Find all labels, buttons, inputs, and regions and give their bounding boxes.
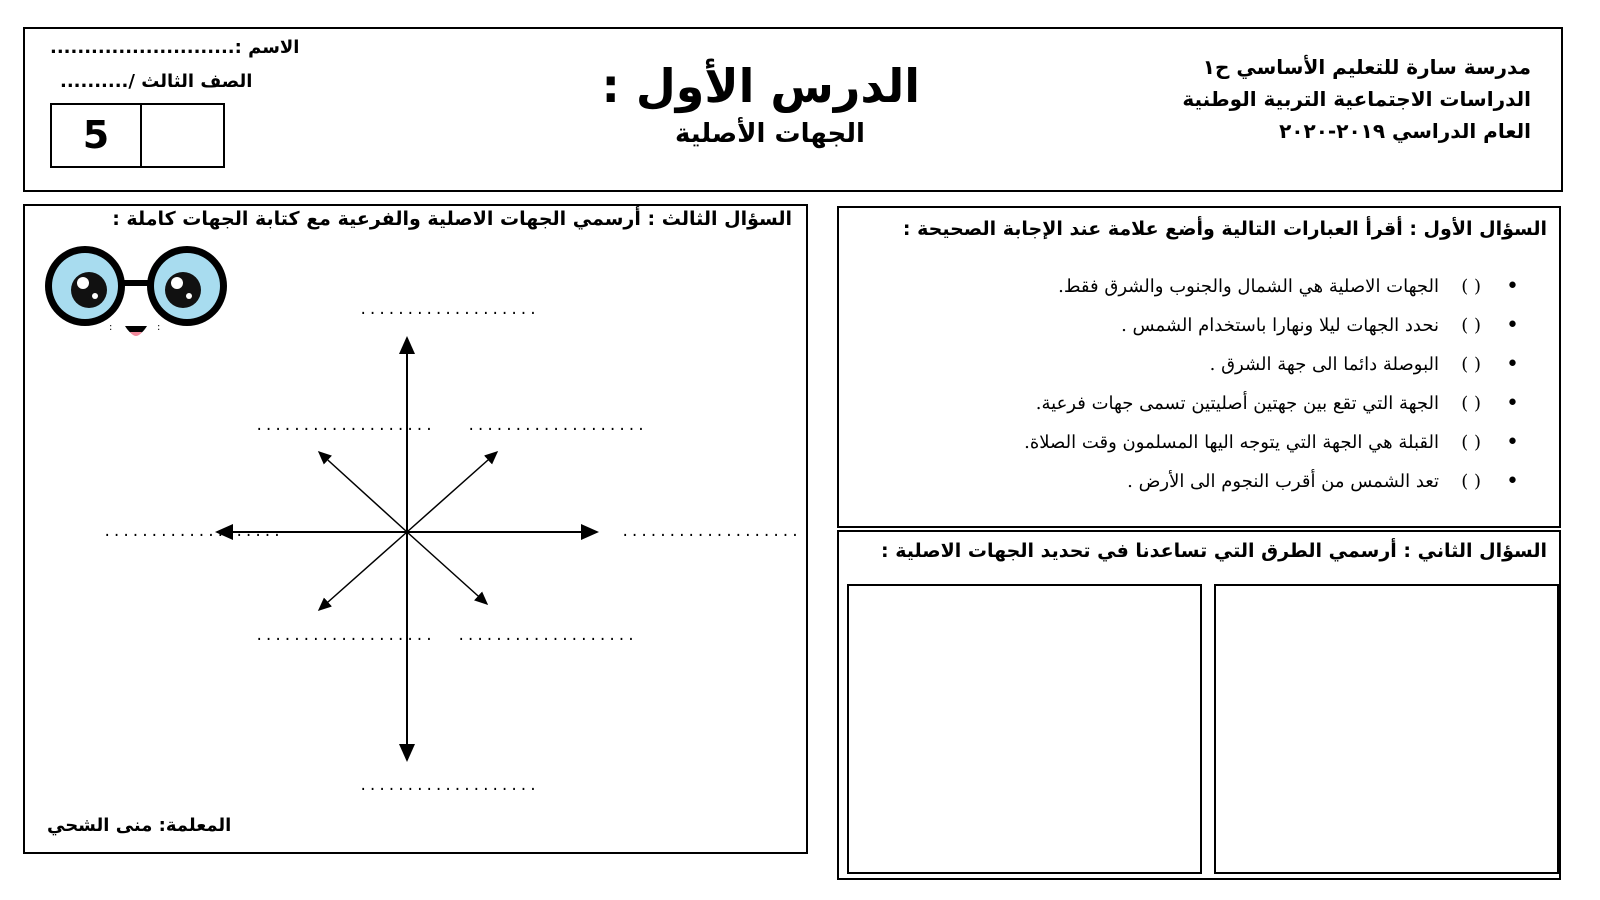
bullet-icon: • [1506,391,1519,416]
blank-northeast[interactable]: ................... [467,418,647,434]
northeast-arrow [407,452,497,532]
bullet-icon: • [1506,469,1519,494]
answer-parentheses[interactable]: ( ) [1461,354,1481,375]
subject-name: الدراسات الاجتماعية التربية الوطنية [1182,87,1531,111]
question-two-panel [837,530,1561,880]
bullet-icon: • [1506,313,1519,338]
worksheet-header [23,27,1563,192]
compass-rose-diagram [205,326,625,766]
student-name-field[interactable]: الاسم :........................... [50,37,300,58]
southeast-arrow [407,532,487,604]
statement-text: نحدد الجهات ليلا ونهارا باستخدام الشمس . [1121,315,1439,336]
blank-south[interactable]: ................... [359,778,539,794]
statement-text: القبلة هي الجهة التي يتوجه اليها المسلمون وقت الصلاة. [1024,432,1439,453]
blank-northwest[interactable]: ................... [255,418,435,434]
statement-text: البوصلة دائما الى جهة الشرق . [1209,354,1439,375]
student-grade-field[interactable]: الصف الثالث /.......... [60,71,253,92]
question-two-title: السؤال الثاني : أرسمي الطرق التي تساعدنا في تحديد الجهات الاصلية : [881,540,1547,562]
teacher-name: المعلمة: منى الشحي [47,815,232,836]
drawing-area-left[interactable] [847,584,1202,874]
question-one-title: السؤال الأول : أقرأ العبارات التالية وأضع علامة عند الإجابة الصحيحة : [902,218,1547,240]
answer-parentheses[interactable]: ( ) [1461,471,1481,492]
question-three-title: السؤال الثالث : أرسمي الجهات الاصلية والفرعية مع كتابة الجهات كاملة : [112,208,792,230]
blank-southeast[interactable]: ................... [457,628,637,644]
statement-item [869,354,1519,384]
lesson-subtitle: الجهات الأصلية [675,119,865,149]
academic-year: العام الدراسي ٢٠١٩-٢٠٢٠ [1279,119,1531,143]
bullet-icon: • [1506,352,1519,377]
svg-text::: : [157,322,161,333]
bullet-icon: • [1506,430,1519,455]
statement-item [869,393,1519,423]
answer-parentheses[interactable]: ( ) [1461,276,1481,297]
statement-text: الجهة التي تقع بين جهتين أصليتين تسمى جهات فرعية. [1035,393,1439,414]
lesson-title: الدرس الأول : [601,59,920,113]
svg-text::: : [109,322,113,333]
statement-item [869,471,1519,501]
blank-west[interactable]: ................... [103,524,283,540]
bullet-icon: • [1506,274,1519,299]
school-name: مدرسة سارة للتعليم الأساسي ح١ [1202,55,1531,79]
statement-item [869,432,1519,462]
answer-parentheses[interactable]: ( ) [1461,432,1481,453]
statement-item [869,276,1519,306]
statement-item [869,315,1519,345]
question-three-panel [23,204,808,854]
blank-east[interactable]: ................... [621,524,801,540]
answer-parentheses[interactable]: ( ) [1461,393,1481,414]
score-total: 5 [82,113,110,157]
statement-text: الجهات الاصلية هي الشمال والجنوب والشرق فقط. [1058,276,1439,297]
southwest-arrow [319,532,407,610]
northwest-arrow [319,452,407,532]
score-divider [140,105,142,166]
score-box [50,103,225,168]
blank-north[interactable]: ................... [359,302,539,318]
drawing-area-right[interactable] [1214,584,1559,874]
blank-southwest[interactable]: ................... [255,628,435,644]
answer-parentheses[interactable]: ( ) [1461,315,1481,336]
statement-text: تعد الشمس من أقرب النجوم الى الأرض . [1127,471,1439,492]
question-one-panel [837,206,1561,528]
